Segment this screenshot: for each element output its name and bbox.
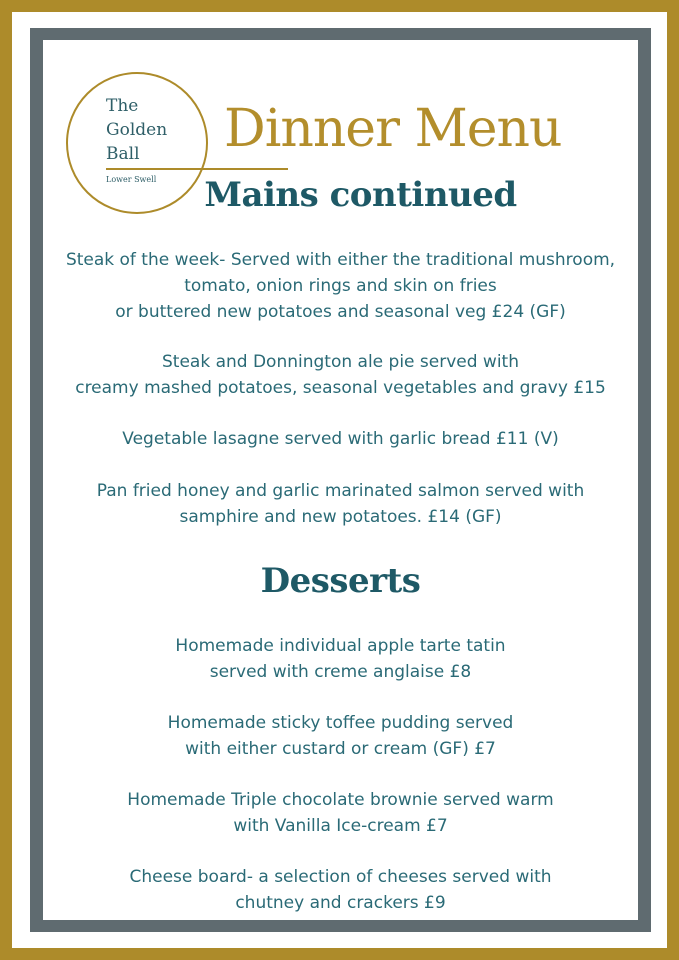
menu-item-line: Steak of the week- Served with either the traditional mushroom, [65, 250, 616, 270]
desserts-heading: Desserts [260, 561, 421, 601]
menu-item-line: Pan fried honey and garlic marinated salmon served with [96, 481, 585, 501]
logo-location: Lower Swell [106, 175, 157, 184]
menu-item-line: or buttered new potatoes and seasonal veg £24 (GF) [115, 302, 566, 322]
menu-item-line: Cheese board- a selection of cheeses served with [129, 867, 552, 887]
dessert-item-sticky-toffee [30, 710, 651, 762]
menu-item-line: tomato, onion rings and skin on fries [184, 276, 497, 296]
menu-item-line: Vegetable lasagne served with garlic bread £11 (V) [122, 429, 559, 449]
menu-item-line: with Vanilla Ice-cream £7 [233, 816, 448, 836]
mains-heading: Mains continued [204, 175, 517, 215]
logo-line-2: Golden [106, 120, 168, 140]
logo-line-1: The [106, 96, 139, 116]
menu-item-line: Homemade individual apple tarte tatin [175, 636, 506, 656]
menu-item-line: Homemade Triple chocolate brownie served warm [127, 790, 554, 810]
menu-item-line: served with creme anglaise £8 [209, 662, 472, 682]
menu-item-line: Steak and Donnington ale pie served with [161, 352, 519, 372]
menu-item-pie [30, 349, 651, 401]
page-title: Dinner Menu [224, 99, 562, 159]
menu-item-line: with either custard or cream (GF) £7 [185, 739, 496, 759]
menu-item-line: chutney and crackers £9 [235, 893, 446, 913]
menu-item-lasagne [30, 426, 651, 452]
logo-line-3: Ball [106, 144, 140, 164]
menu-item-line: samphire and new potatoes. £14 (GF) [179, 507, 502, 527]
logo-name [106, 94, 167, 166]
menu-item-line: creamy mashed potatoes, seasonal vegetables and gravy £15 [75, 378, 606, 398]
dessert-item-brownie [30, 787, 651, 839]
menu-item-line: Homemade sticky toffee pudding served [167, 713, 514, 733]
dessert-item-tarte-tatin [30, 633, 651, 685]
menu-item-steak [30, 247, 651, 325]
logo-divider [106, 168, 288, 170]
menu-item-salmon [30, 478, 651, 530]
dessert-item-cheese-board [30, 864, 651, 916]
